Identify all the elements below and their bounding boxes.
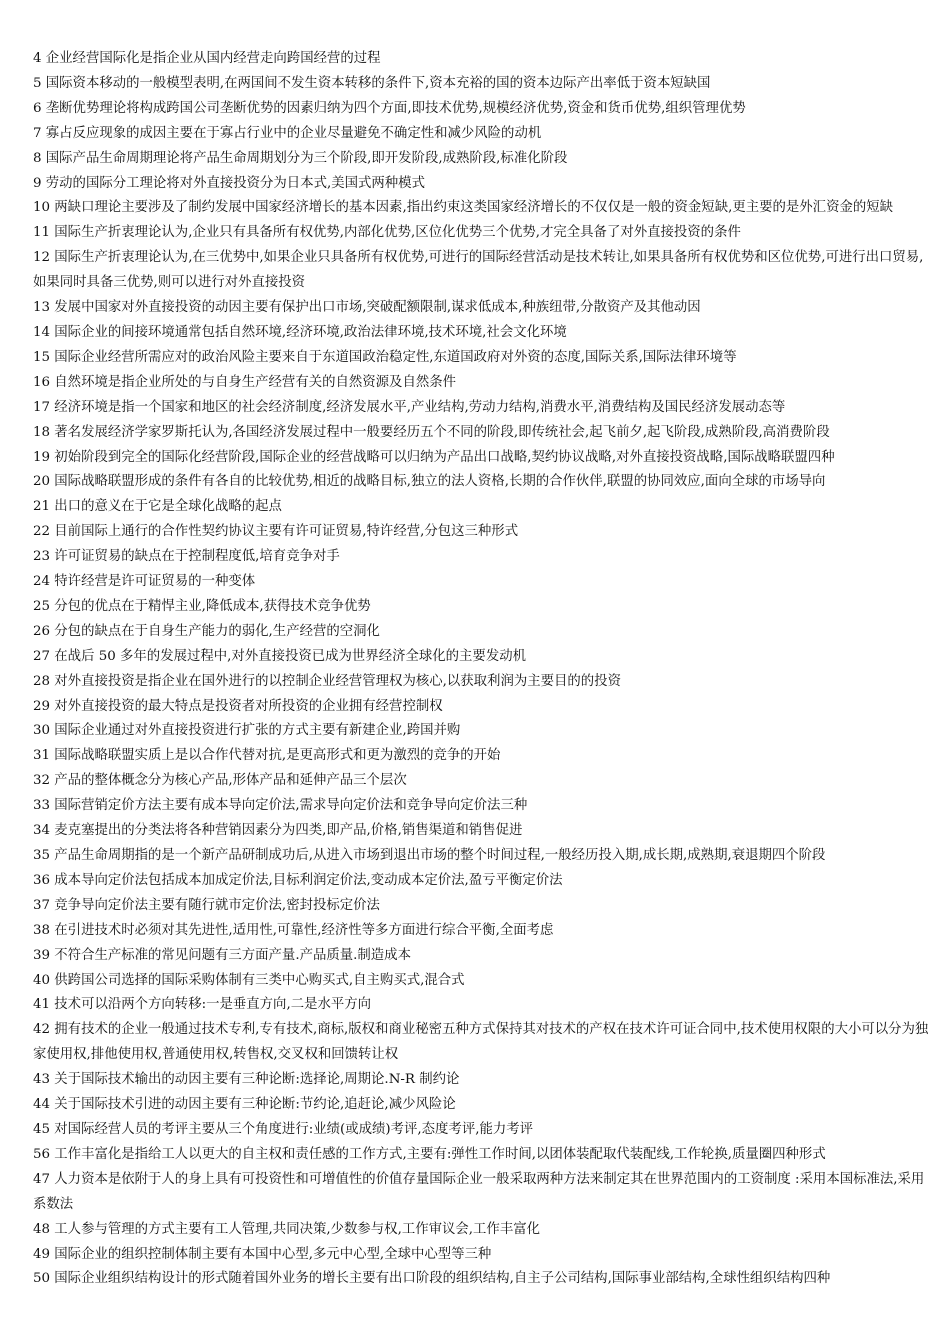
text-line: 41 技术可以沿两个方向转移:一是垂直方向,二是水平方向: [33, 997, 372, 1013]
text-line: 44 关于国际技术引进的动因主要有三种论断:节约论,追赶论,减少风险论: [33, 1097, 456, 1113]
text-line: 33 国际营销定价方法主要有成本导向定价法,需求导向定价法和竞争导向定价法三种: [33, 798, 528, 814]
text-line: 24 特许经营是许可证贸易的一种变体: [33, 574, 256, 590]
text-line: 35 产品生命周期指的是一个新产品研制成功后,从进入市场到退出市场的整个时间过程,一般经历投入期,成长期,成熟期,衰退期四个阶段: [33, 848, 826, 863]
text-line: 4 企业经营国际化是指企业从国内经营走向跨国经营的过程: [33, 51, 381, 66]
text-line: 27 在战后 50 多年的发展过程中,对外直接投资已成为世界经济全球化的主要发动机: [33, 648, 526, 664]
text-line: 10 两缺口理论主要涉及了制约发展中国家经济增长的基本因素,指出约束这类国家经济增长的不仅仅是一般的资金短缺,更主要的是外汇资金的短缺: [33, 200, 894, 216]
text-line: 49 国际企业的组织控制体制主要有本国中心型,多元中心型,全球中心型等三种: [33, 1246, 492, 1262]
text-line: 16 自然环境是指企业所处的与自身生产经营有关的自然资源及自然条件: [33, 374, 457, 390]
text-line: 21 出口的意义在于它是全球化战略的起点: [33, 499, 282, 515]
text-line: 32 产品的整体概念分为核心产品,形体产品和延伸产品三个层次: [33, 773, 407, 789]
text-line: 6 垄断优势理论将构成跨国公司垄断优势的因素归纳为四个方面,即技术优势,规模经济优势,资金和货币优势,组织管理优势: [33, 100, 746, 116]
text-line: 8 国际产品生命周期理论将产品生命周期划分为三个阶段,即开发阶段,成熟阶段,标准化阶段: [33, 150, 568, 166]
text-line: 15 国际企业经营所需应对的政治风险主要来自于东道国政治稳定性,东道国政府对外资的态度,国际关系,国际法律环境等: [33, 349, 737, 365]
text-line: 9 劳动的国际分工理论将对外直接投资分为日本式,美国式两种模式: [33, 175, 425, 191]
text-line: 28 对外直接投资是指企业在国外进行的以控制企业经营管理权为核心,以获取利润为主要目的的投资: [33, 673, 621, 689]
text-line: 34 麦克塞提出的分类法将各种营销因素分为四类,即产品,价格,销售渠道和销售促进: [33, 823, 523, 839]
text-line: 5 国际资本移动的一般模型表明,在两国间不发生资本转移的条件下,资本充裕的国的资本边际产出率低于资本短缺国: [33, 75, 711, 91]
text-line: 30 国际企业通过对外直接投资进行扩张的方式主要有新建企业,跨国并购: [33, 723, 461, 739]
text-line: 18 著名发展经济学家罗斯托认为,各国经济发展过程中一般要经历五个不同的阶段,即传统社会,起飞前夕,起飞阶段,成熟阶段,高消费阶段: [33, 424, 830, 440]
document-body: [33, 47, 933, 1292]
text-line: 22 目前国际上通行的合作性契约协议主要有许可证贸易,特许经营,分包这三种形式: [33, 524, 519, 540]
text-line: 29 对外直接投资的最大特点是投资者对所投资的企业拥有经营控制权: [33, 698, 443, 714]
text-line: 38 在引进技术时必须对其先进性,适用性,可靠性,经济性等多方面进行综合平衡,全面考虑: [33, 922, 554, 938]
text-line: 23 许可证贸易的缺点在于控制程度低,培育竞争对手: [33, 549, 340, 565]
text-line: 19 初始阶段到完全的国际化经营阶段,国际企业的经营战略可以归纳为产品出口战略,契约协议战略,对外直接投资战略,国际战略联盟四种: [33, 449, 835, 465]
text-line: 11 国际生产折衷理论认为,企业只有具备所有权优势,内部化优势,区位化优势三个优势,才完全具备了对外直接投资的条件: [33, 225, 741, 241]
text-line: 40 供跨国公司选择的国际采购体制有三类中心购买式,自主购买式,混合式: [33, 972, 465, 988]
text-line: 56 工作丰富化是指给工人以更大的自主权和责任感的工作方式,主要有:弹性工作时间,以团体装配取代装配线,工作轮换,质量圈四种形式: [33, 1146, 826, 1162]
text-line: 50 国际企业组织结构设计的形式随着国外业务的增长主要有出口阶段的组织结构,自主子公司结构,国际事业部结构,全球性组织结构四种: [33, 1271, 831, 1287]
text-line: 17 经济环境是指一个国家和地区的社会经济制度,经济发展水平,产业结构,劳动力结构,消费水平,消费结构及国民经济发展动态等: [33, 399, 786, 415]
text-line: 14 国际企业的间接环境通常包括自然环境,经济环境,政治法律环境,技术环境,社会文化环境: [33, 324, 567, 340]
text-line: 45 对国际经营人员的考评主要从三个角度进行:业绩(或成绩)考评,态度考评,能力考评: [33, 1121, 534, 1137]
text-line: 12 国际生产折衷理论认为,在三优势中,如果企业只具备所有权优势,可进行的国际经营活动是技术转让,如果具备所有权优势和区位优势,可进行出口贸易,如果同时具备三优势,则可以进行对外直接投资: [33, 250, 924, 291]
text-line: 25 分包的优点在于精悍主业,降低成本,获得技术竞争优势: [33, 598, 371, 614]
text-line: 7 寡占反应现象的成因主要在于寡占行业中的企业尽量避免不确定性和减少风险的动机: [33, 125, 542, 141]
text-line: 48 工人参与管理的方式主要有工人管理,共同决策,少数参与权,工作审议会,工作丰富化: [33, 1221, 540, 1237]
text-line: 20 国际战略联盟形成的条件有各自的比较优势,相近的战略目标,独立的法人资格,长期的合作伙伴,联盟的协同效应,面向全球的市场导向: [33, 474, 826, 490]
text-line: 42 拥有技术的企业一般通过技术专利,专有技术,商标,版权和商业秘密五种方式保持其对技术的产权在技术许可证合同中,技术使用权限的大小可以分为独家使用权,排他使用权,普通使用权,转售权,交叉权和回馈转让权: [33, 1022, 929, 1063]
text-line: 36 成本导向定价法包括成本加成定价法,目标利润定价法,变动成本定价法,盈亏平衡定价法: [33, 872, 563, 888]
text-line: 13 发展中国家对外直接投资的动因主要有保护出口市场,突破配额限制,谋求低成本,种族纽带,分散资产及其他动因: [33, 300, 701, 316]
text-line: 31 国际战略联盟实质上是以合作代替对抗,是更高形式和更为激烈的竞争的开始: [33, 748, 501, 764]
text-line: 39 不符合生产标准的常见问题有三方面产量.产品质量.制造成本: [33, 947, 411, 963]
text-line: 26 分包的缺点在于自身生产能力的弱化,生产经营的空洞化: [33, 623, 380, 639]
text-line: 47 人力资本是依附于人的身上具有可投资性和可增值性的价值存量国际企业一般采取两种方法来制定其在世界范围内的工资制度 :采用本国标准法,采用系数法: [33, 1171, 925, 1212]
text-line: 37 竞争导向定价法主要有随行就市定价法,密封投标定价法: [33, 897, 380, 913]
text-line: 43 关于国际技术输出的动因主要有三种论断:选择论,周期论.N-R 制约论: [33, 1072, 460, 1088]
